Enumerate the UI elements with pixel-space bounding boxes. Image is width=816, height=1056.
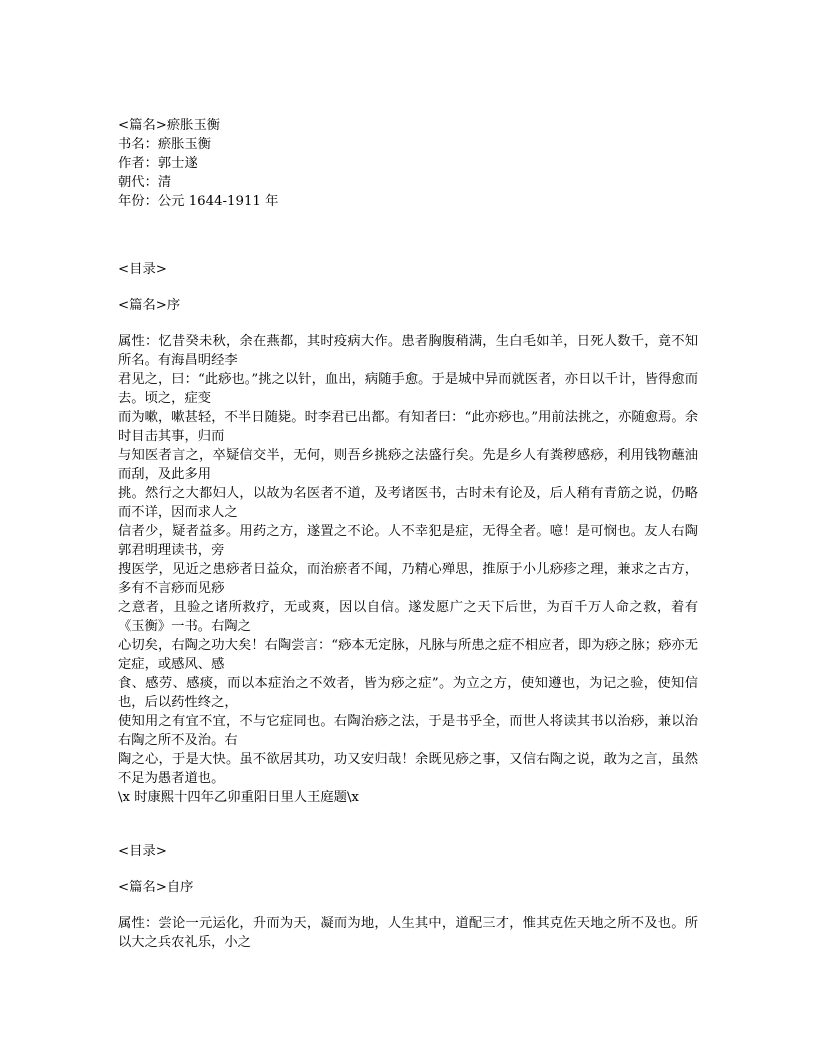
chapter-title: <篇名>瘀胀玉衡: [118, 118, 221, 133]
paragraph: 挑。然行之大都妇人，以故为名医者不道，及考诸医书，古时未有论及，后人稍有青筋之说，仍略而不详，因而求人之: [118, 486, 698, 520]
paragraph: 而为嗽，嗽甚轻，不半日随毙。时李君已出都。有知者曰：“此亦痧也。”用前法挑之，亦随愈焉。余时目击其事，归而: [118, 410, 698, 444]
dynasty: 朝代：清: [118, 175, 172, 190]
paragraph: 心切矣，右陶之功大矣！右陶尝言：“痧本无定脉，凡脉与所患之症不相应者，即为痧之脉；痧亦无定症，或感风、感: [118, 638, 698, 672]
paragraph: 属性：尝论一元运化，升而为天，凝而为地，人生其中，道配三才，惟其克佐天地之所不及也。所以大之兵农礼乐，小之: [118, 916, 698, 950]
paragraph: 属性：忆昔癸未秋，余在燕都，其时疫病大作。患者胸腹稍满，生白毛如羊，日死人数千，竟不知所名。有海昌明经李: [118, 334, 698, 368]
paragraph: 之意者，且验之诸所救疗，无或爽，因以自信。遂发愿广之天下后世，为百千万人命之救，着有《玉衡》一书。右陶之: [118, 600, 698, 634]
paragraph: 君见之，曰：“此痧也。”挑之以针，血出，病随手愈。于是城中异而就医者，亦日以千计，皆得愈而去。顷之，症变: [118, 372, 698, 406]
author: 作者：郭士遂: [118, 156, 198, 171]
section-title: <篇名>自序: [118, 880, 194, 895]
paragraph: 信者少，疑者益多。用药之方，遂置之不论。人不幸犯是症，无得全者。噫！是可悯也。友人右陶郭君明理读书，旁: [118, 524, 698, 558]
section-title: <篇名>序: [118, 298, 181, 313]
book-header: [118, 116, 698, 211]
paragraph: 搜医学，见近之患痧者日益众，而治瘀者不闻，乃精心殚思，推原于小儿痧疹之理，兼求之古方，多有不言痧而见痧: [118, 562, 698, 596]
signature-line: \x 时康熙十四年乙卯重阳日里人王庭题\x: [118, 790, 359, 805]
toc-link-2: [118, 842, 698, 861]
section-title-preface: [118, 296, 698, 315]
paragraph: 陶之心，于是大快。虽不欲居其功，功又安归哉！余既见痧之事，又信右陶之说，敢为之言，虽然不足为愚者道也。: [118, 752, 698, 786]
paragraph: 食、感劳、感痰，而以本症治之不效者，皆为痧之症”。为立之方，使知遵也，为记之验，使知信也，后以药性终之，: [118, 676, 698, 710]
paragraph: 与知医者言之，卒疑信交半，无何，则吾乡挑痧之法盛行矣。先是乡人有粪秽感痧，利用钱物蘸油而刮，及此多用: [118, 448, 698, 482]
toc-label: <目录>: [118, 262, 167, 277]
toc-link-1: [118, 260, 698, 279]
toc-label: <目录>: [118, 844, 167, 859]
paragraph: 使知用之有宜不宜，不与它症同也。右陶治痧之法，于是书乎全，而世人将读其书以治痧，兼以治右陶之所不及治。右: [118, 714, 698, 748]
preface-body: [118, 332, 698, 807]
book-name: 书名：瘀胀玉衡: [118, 137, 212, 152]
year-range: 年份：公元 1644-1911 年: [118, 194, 279, 209]
section-title-self-preface: [118, 878, 698, 897]
self-preface-body: [118, 914, 698, 952]
